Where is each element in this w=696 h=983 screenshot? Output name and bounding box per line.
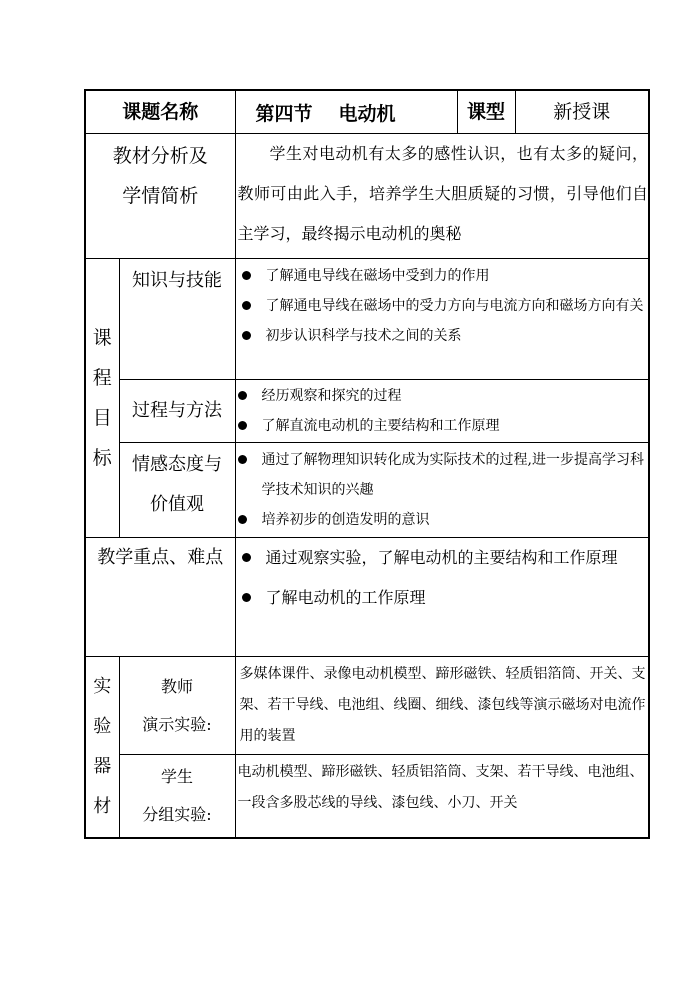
list-item: 培养初步的创造发明的意识: [236, 505, 649, 535]
goals-label-char: 程: [92, 367, 112, 389]
equipment-student-row: [85, 755, 649, 839]
goals-label-char: 目: [92, 407, 112, 429]
goals-label-char: 标: [92, 447, 112, 469]
list-item: 了解电动机的工作原理: [236, 578, 649, 618]
keypoints-row: [85, 538, 649, 657]
keypoints-items: [235, 538, 649, 657]
goals-label-char: 课: [92, 327, 112, 349]
lesson-plan-sheet: [84, 89, 648, 839]
knowledge-label: 知识与技能: [119, 259, 235, 380]
process-label: 过程与方法: [119, 380, 235, 443]
equipment-label-char: 验: [93, 716, 112, 737]
analysis-label-line1: 教材分析及: [112, 145, 208, 167]
keypoints-label: 教学重点、难点: [85, 538, 235, 657]
bullet-icon: [238, 515, 247, 524]
bullet-icon: [242, 331, 251, 340]
goals-emotion-row: [85, 443, 649, 538]
bullet-icon: [238, 455, 247, 464]
bullet-icon: [238, 421, 247, 430]
goals-process-row: [85, 380, 649, 443]
emotion-label: [119, 443, 235, 538]
list-item: 了解直流电动机的主要结构和工作原理: [236, 411, 649, 441]
student-label: [119, 755, 235, 839]
teacher-label-line2: 演示实验:: [142, 714, 212, 734]
bullet-icon: [242, 301, 251, 310]
equipment-teacher-row: [85, 657, 649, 755]
equipment-label-char: 实: [93, 676, 112, 697]
type-value: 新授课: [515, 90, 649, 134]
equipment-label-char: 器: [93, 756, 112, 777]
topic-name: 电动机: [338, 102, 396, 125]
analysis-label: [85, 134, 235, 259]
list-item: 了解通电导线在磁场中受到力的作用: [236, 261, 649, 291]
knowledge-items: [235, 259, 649, 380]
bullet-icon: [242, 593, 251, 602]
bullet-icon: [242, 553, 251, 562]
equipment-vertical-label: [85, 657, 119, 839]
list-item: 了解通电导线在磁场中的受力方向与电流方向和磁场方向有关: [236, 291, 649, 321]
process-items: [235, 380, 649, 443]
equipment-label-char: 材: [93, 796, 112, 817]
emotion-items: [235, 443, 649, 538]
analysis-label-line2: 学情简析: [122, 185, 199, 207]
student-label-line1: 学生: [161, 767, 194, 786]
lesson-plan-table: [84, 89, 650, 839]
analysis-text: 学生对电动机有太多的感性认识，也有太多的疑问，教师可由此入手，培养学生大胆质疑的习惯，引导他们自主学习，最终揭示电动机的奥秘: [235, 134, 649, 259]
teacher-equipment-text: 多媒体课件、录像电动机模型、蹄形磁铁、轻质铝箔筒、开关、支架、若干导线、电池组、线圈、细线、漆包线等演示磁场对电流作用的装置: [235, 657, 649, 755]
list-item: 通过了解物理知识转化成为实际技术的过程,进一步提高学习科学技术知识的兴趣: [236, 445, 649, 505]
header-row: [85, 90, 649, 134]
type-label: 课型: [457, 90, 515, 134]
analysis-row: [85, 134, 649, 259]
topic-label: 课题名称: [85, 90, 235, 134]
student-equipment-text: 电动机模型、蹄形磁铁、轻质铝箔筒、支架、若干导线、电池组、一段含多股芯线的导线、漆包线、小刀、开关: [235, 755, 649, 839]
emotion-label-line1: 情感态度与: [132, 454, 222, 475]
emotion-label-line2: 价值观: [150, 494, 204, 515]
bullet-icon: [238, 391, 247, 400]
topic-section: 第四节: [255, 102, 313, 125]
bullet-icon: [242, 271, 251, 280]
goals-vertical-label: [85, 259, 119, 538]
list-item: 经历观察和探究的过程: [236, 381, 649, 411]
list-item: 通过观察实验，了解电动机的主要结构和工作原理: [236, 538, 649, 578]
student-label-line2: 分组实验:: [142, 805, 212, 824]
teacher-label: [119, 657, 235, 755]
list-item: 初步认识科学与技术之间的关系: [236, 321, 649, 351]
topic-title: [235, 90, 457, 134]
teacher-label-line1: 教师: [161, 676, 194, 696]
goals-knowledge-row: [85, 259, 649, 380]
